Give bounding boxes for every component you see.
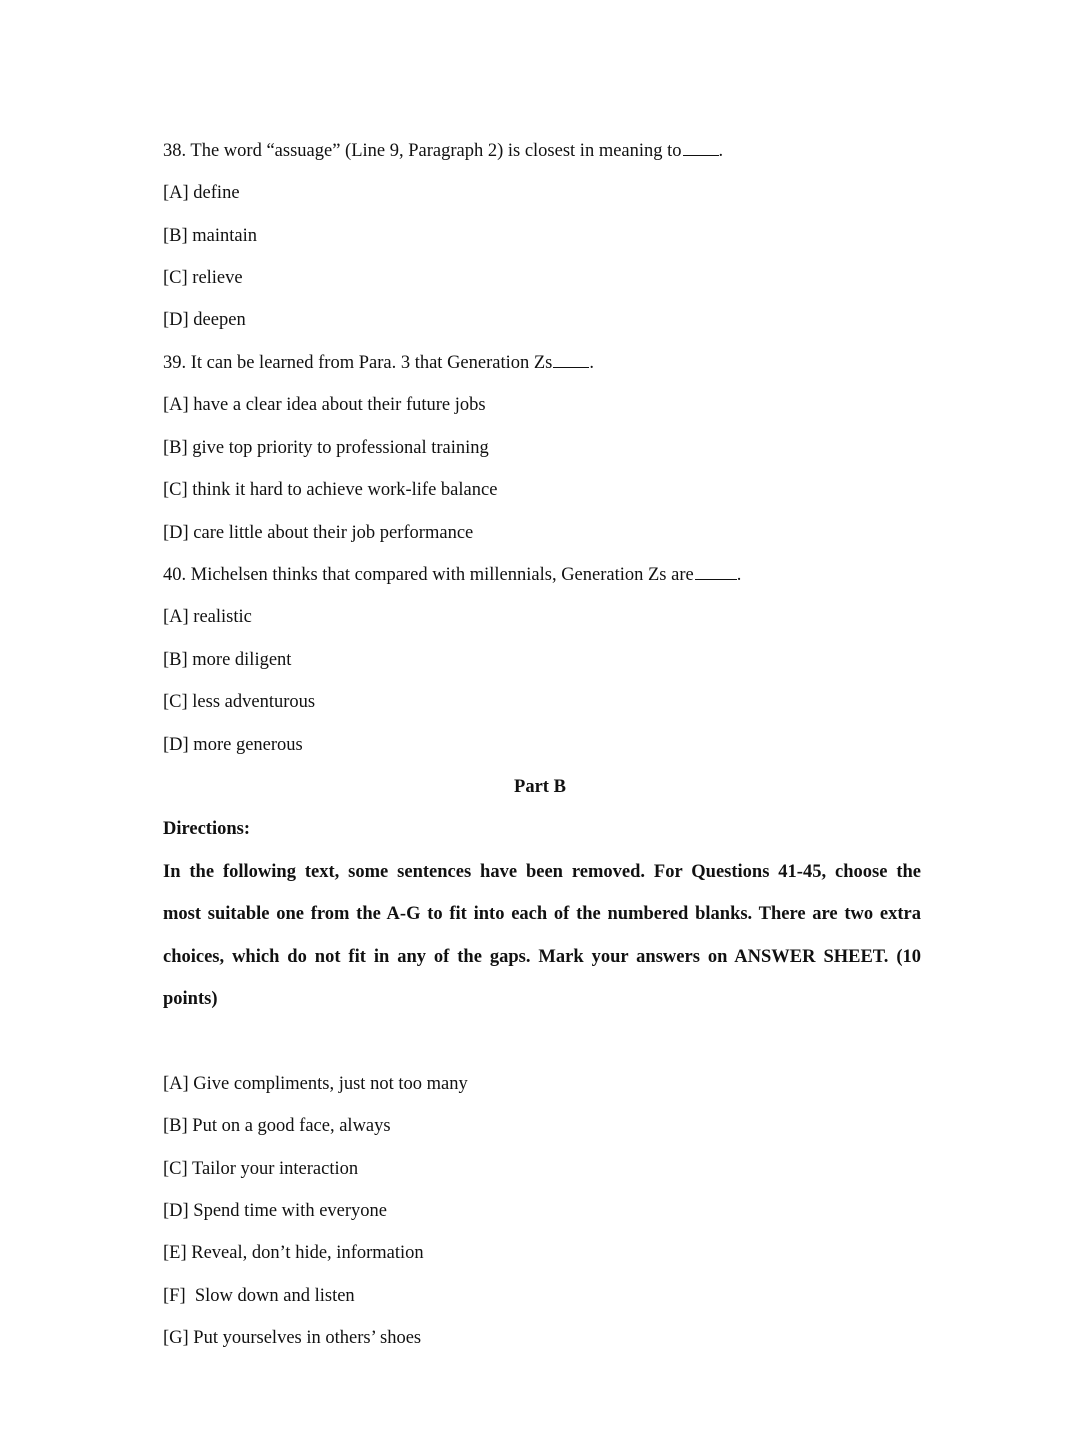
question-text: 40. Michelsen thinks that compared with millennials, Generation Zs are — [163, 565, 694, 585]
stem-period: . — [736, 565, 742, 585]
directions-line-1: In the following text, some sentences have been removed. For Questions 41-45, choose the — [163, 862, 921, 882]
question-39-option-c: [C] think it hard to achieve work-life balance — [163, 480, 498, 500]
question-39-stem — [163, 351, 594, 375]
question-38-stem — [163, 139, 723, 163]
choice-g: [G] Put yourselves in others’ shoes — [163, 1328, 422, 1348]
answer-blank — [695, 565, 737, 580]
directions-line-2: most suitable one from the A-G to fit into each of the numbered blanks. There are two extra — [163, 904, 921, 924]
question-40-stem — [163, 563, 741, 587]
choice-d: [D] Spend time with everyone — [163, 1201, 387, 1221]
choice-b: [B] Put on a good face, always — [163, 1116, 391, 1136]
question-40-option-c: [C] less adventurous — [163, 692, 316, 712]
answer-blank — [683, 141, 719, 156]
question-40-option-a: [A] realistic — [163, 607, 252, 627]
directions-line-4: points) — [163, 989, 218, 1009]
directions-label: Directions: — [163, 819, 250, 839]
question-39-option-b: [B] give top priority to professional training — [163, 438, 489, 458]
question-39-option-d: [D] care little about their job performance — [163, 523, 474, 543]
directions-line-3: choices, which do not fit in any of the gaps. Mark your answers on ANSWER SHEET. (10 — [163, 947, 921, 967]
answer-blank — [553, 353, 589, 368]
choice-e: [E] Reveal, don’t hide, information — [163, 1243, 424, 1263]
question-39-option-a: [A] have a clear idea about their future jobs — [163, 395, 486, 415]
question-38-option-b: [B] maintain — [163, 226, 258, 246]
question-38-option-c: [C] relieve — [163, 268, 243, 288]
question-text: 38. The word “assuage” (Line 9, Paragraph 2) is closest in meaning to — [163, 141, 682, 161]
question-38-option-d: [D] deepen — [163, 310, 246, 330]
question-40-option-d: [D] more generous — [163, 735, 303, 755]
choice-f: [F] Slow down and listen — [163, 1286, 355, 1306]
question-38-option-a: [A] define — [163, 183, 240, 203]
part-b-title: Part B — [514, 777, 566, 797]
choice-c: [C] Tailor your interaction — [163, 1159, 359, 1179]
choice-a: [A] Give compliments, just not too many — [163, 1074, 468, 1094]
stem-period: . — [718, 141, 724, 161]
question-text: 39. It can be learned from Para. 3 that Generation Zs — [163, 353, 553, 373]
stem-period: . — [589, 353, 595, 373]
question-40-option-b: [B] more diligent — [163, 650, 292, 670]
